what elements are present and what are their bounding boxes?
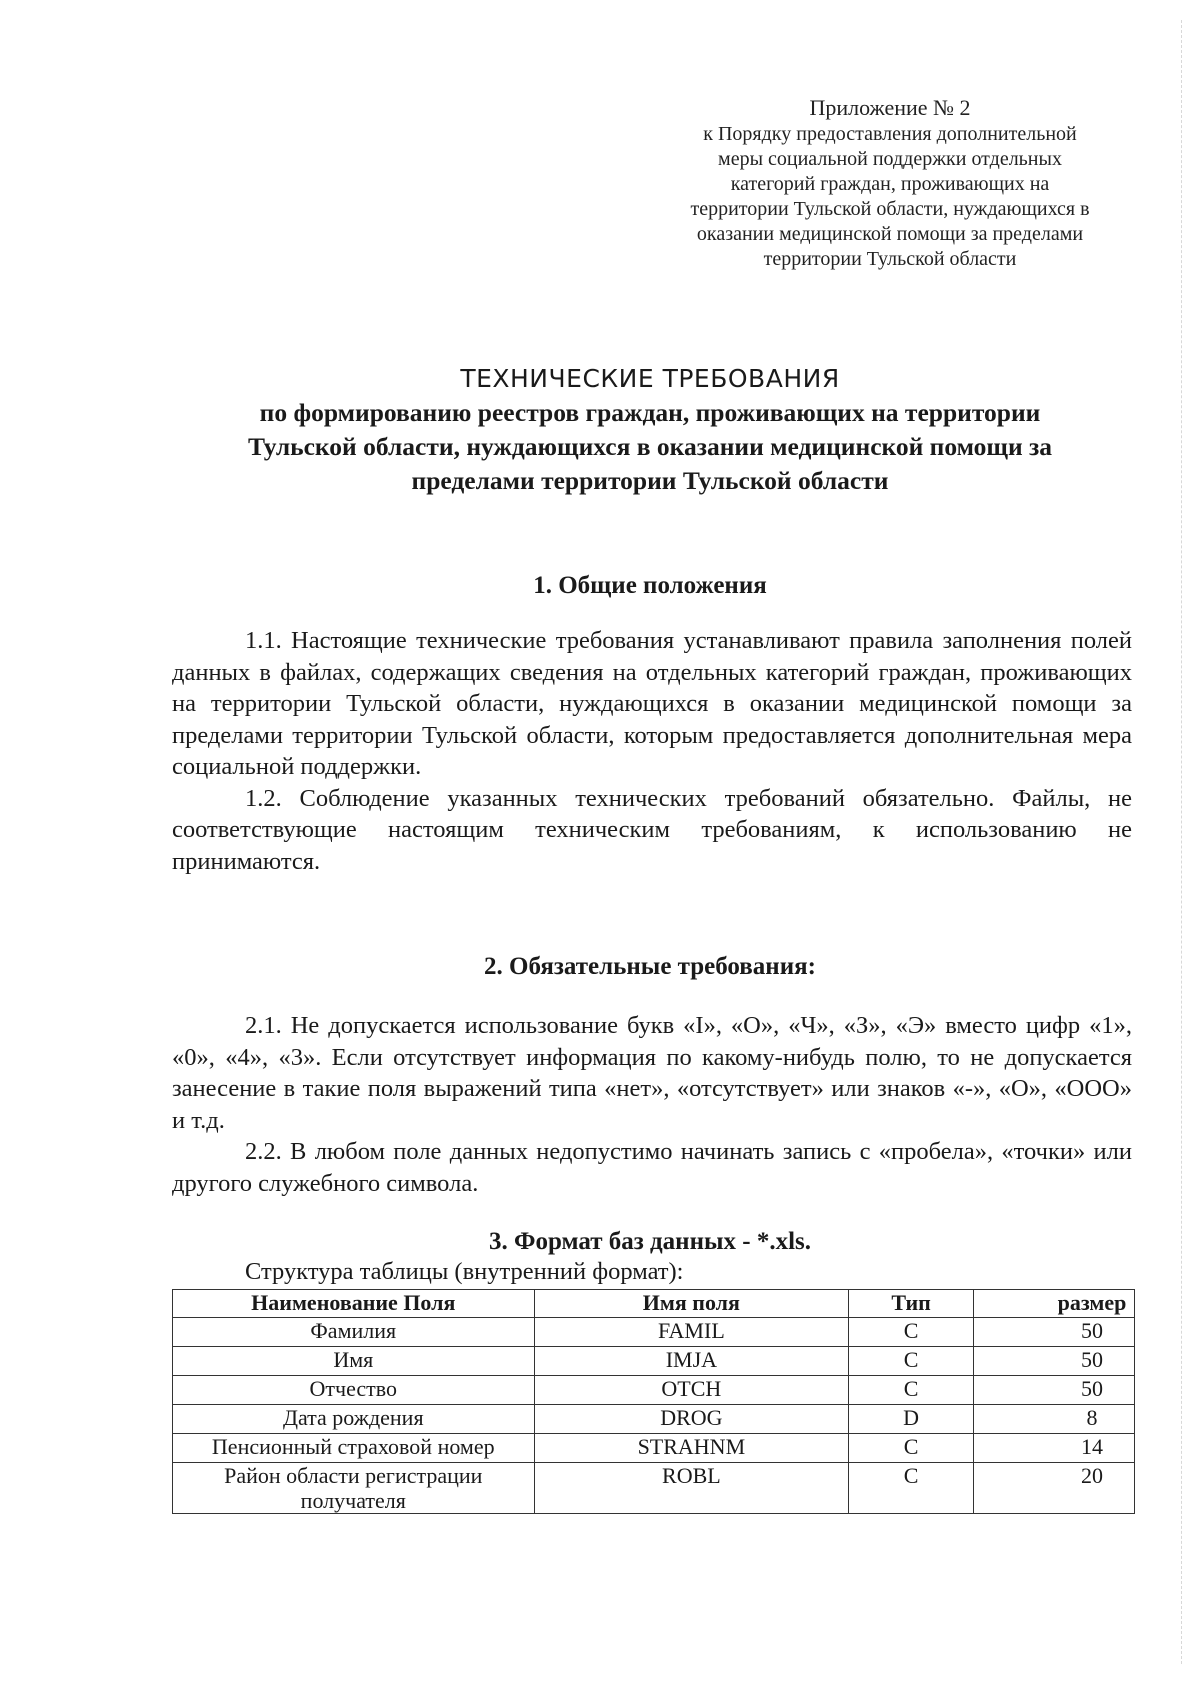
section-2-body	[172, 1010, 1132, 1199]
cell-field-id: IMJA	[534, 1347, 849, 1376]
cell-field-name: Район области регистрации получателя	[173, 1463, 535, 1514]
appendix-line: категорий граждан, проживающих на	[730, 173, 1050, 195]
section-3-heading: 3. Формат баз данных - *.xls.	[488, 1228, 811, 1255]
appendix-line: оказании медицинской помощи за пределами	[696, 223, 1084, 245]
appendix-line: территории Тульской области	[763, 248, 1017, 270]
header-type: Тип	[849, 1290, 974, 1318]
cell-field-id: DROG	[534, 1405, 849, 1434]
cell-type: C	[849, 1347, 974, 1376]
appendix-line: территории Тульской области, нуждающихся в	[690, 198, 1090, 220]
table-row	[173, 1347, 1135, 1376]
cell-size: 20	[973, 1463, 1134, 1514]
cell-field-id: FAMIL	[534, 1318, 849, 1347]
cell-type: C	[849, 1376, 974, 1405]
cell-type: C	[849, 1463, 974, 1514]
table-caption: Структура таблицы (внутренний формат):	[245, 1258, 684, 1285]
section-2-heading: 2. Обязательные требования:	[484, 953, 816, 980]
appendix-line: Приложение № 2	[809, 95, 971, 120]
cell-field-id: ROBL	[534, 1463, 849, 1514]
cell-type: D	[849, 1405, 974, 1434]
page-edge-line	[1181, 20, 1182, 1664]
title-subtitle-line: Тульской области, нуждающихся в оказании медицинской помощи за	[247, 432, 1053, 461]
cell-type: C	[849, 1318, 974, 1347]
paragraph-2-2: 2.2. В любом поле данных недопустимо начинать запись с «пробела», «точки» или другого служебного символа.	[172, 1138, 1132, 1197]
paragraph-2-1: 2.1. Не допускается использование букв «I», «О», «Ч», «З», «Э» вместо цифр «1», «0», «4», «3». Если отсутствует информация по какому-нибудь полю, то не допускается занесение в такие поля выражений типа «нет», «отсутствует» или знаков «-», «О», «ООО» и т.д.	[172, 1012, 1132, 1134]
table-header-row	[173, 1290, 1135, 1318]
cell-size: 8	[973, 1405, 1134, 1434]
document-title	[170, 362, 1130, 498]
cell-field-name: Имя	[173, 1347, 535, 1376]
paragraph-1-2: 1.2. Соблюдение указанных технических требований обязательно. Файлы, не соответствующие настоящим техническим требованиям, к использованию не принимаются.	[172, 784, 1132, 875]
cell-size: 50	[973, 1376, 1134, 1405]
header-field-id: Имя поля	[534, 1290, 849, 1318]
header-field-name: Наименование Поля	[173, 1290, 535, 1318]
cell-field-name: Отчество	[173, 1376, 535, 1405]
table-row	[173, 1463, 1135, 1514]
cell-field-name: Дата рождения	[173, 1405, 535, 1434]
cell-size: 50	[973, 1318, 1134, 1347]
cell-field-id: OTCH	[534, 1376, 849, 1405]
cell-type: C	[849, 1434, 974, 1463]
cell-size: 50	[973, 1347, 1134, 1376]
cell-field-id: STRAHNM	[534, 1434, 849, 1463]
table-row	[173, 1376, 1135, 1405]
table-row	[173, 1318, 1135, 1347]
table-row	[173, 1405, 1135, 1434]
table-row	[173, 1434, 1135, 1463]
header-size: размер	[973, 1290, 1134, 1318]
paragraph-1-1: 1.1. Настоящие технические требования устанавливают правила заполнения полей данных в файлах, содержащих сведения на отдельных категорий граждан, проживающих на территории Тульской области, нуждающихся в оказании медицинской помощи за пределами территории Тульской области, которым предоставляется дополнительная мера социальной поддержки.	[172, 627, 1132, 780]
title-subtitle-line: по формированию реестров граждан, проживающих на территории	[259, 398, 1041, 427]
field-structure-table	[172, 1289, 1135, 1514]
cell-field-name: Фамилия	[173, 1318, 535, 1347]
appendix-note	[635, 94, 1145, 272]
appendix-line: к Порядку предоставления дополнительной	[703, 123, 1077, 145]
cell-size: 14	[973, 1434, 1134, 1463]
section-1-body	[172, 625, 1132, 877]
section-1-heading: 1. Общие положения	[533, 572, 767, 599]
appendix-line: меры социальной поддержки отдельных	[718, 148, 1062, 170]
title-subtitle-line: пределами территории Тульской области	[411, 466, 889, 495]
cell-field-name: Пенсионный страховой номер	[173, 1434, 535, 1463]
title-main: ТЕХНИЧЕСКИЕ ТРЕБОВАНИЯ	[460, 364, 840, 393]
